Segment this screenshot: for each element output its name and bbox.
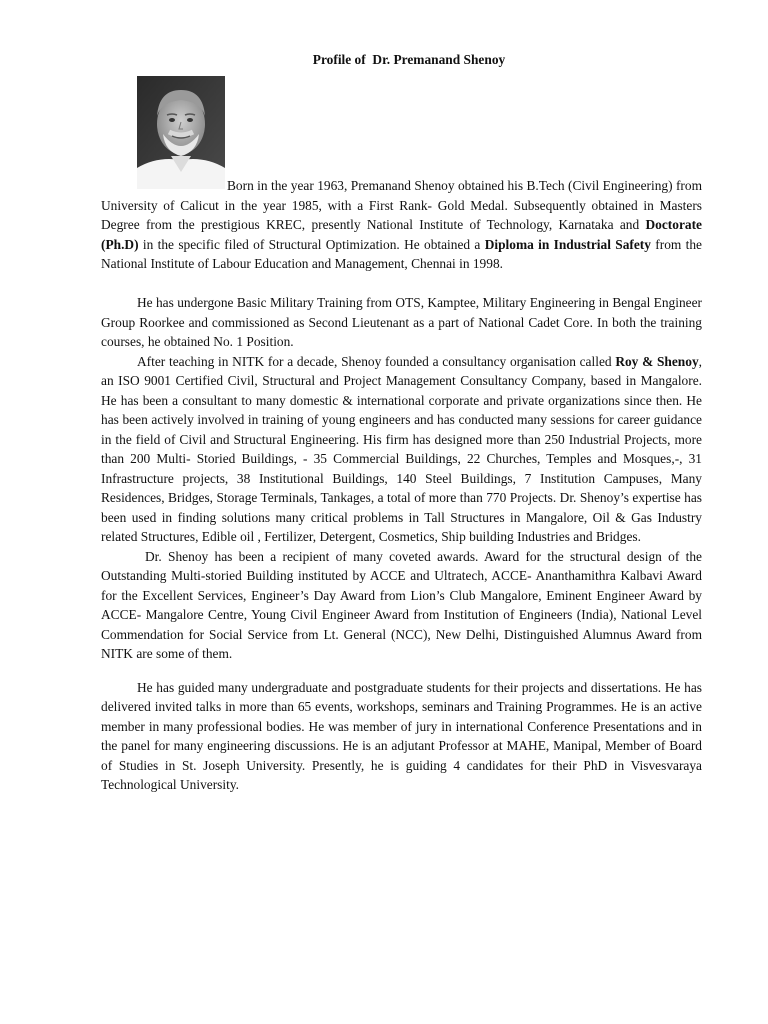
profile-body [101, 176, 702, 795]
paragraph-gap [101, 664, 702, 678]
portrait-photo [137, 76, 225, 189]
paragraph-guidance: He has guided many undergraduate and postgraduate students for their projects and dissertations. He has delivered invited talks in more than 65 events, workshops, seminars and Training Programmes. He is an active member in many professional bodies. He was member of jury in international Conference Presentations and in the panel for many engineering discussions. He is an adjutant Professor at MAHE, Manipal, Member of Board of Studies in St. Joseph University. Presently, he is guiding 4 candidates for their PhD in Visvesvaraya Technological University. [101, 679, 702, 792]
paragraph-education [101, 176, 702, 274]
paragraph-awards: Dr. Shenoy has been a recipient of many coveted awards. Award for the structural design of the Outstanding Multi-storied Building instituted by ACCE and Ultratech, ACCE- Ananthamithra Kalbavi Award for the Excellent Services, Engineer’s Day Award from Lion’s Club Mangalore, Eminent Engineer Award by ACCE- Mangalore Centre, Young Civil Engineer Award from Institution of Engineers (India), National Level Commendation for Social Service from Lt. General (NCC), New Delhi, Distinguished Alumnus Award from NITK are some of them. [101, 548, 702, 661]
text-span: Born in the year 1963, Premanand Shenoy obtained his B.Tech (Civil Engineering) from University of Calicut in the year 1985, with a First Rank- Gold Medal. Subsequently obtained in Masters Degree from the prestigious KREC, presently National Institute of Technology, Karnataka and [101, 178, 702, 232]
paragraph-consultancy [101, 352, 702, 547]
text-span: in the specific filed of Structural Optimization. He obtained a [138, 236, 485, 252]
bold-text-doctorate: Doctorate (Ph.D) [101, 217, 702, 252]
bold-text-diploma: Diploma in Industrial Safety [484, 236, 651, 252]
paragraph-military: He has undergone Basic Military Training from OTS, Kamptee, Military Engineering in Bengal Engineer Group Roorkee and commissioned as Second Lieutenant as a part of National Cadet Core. In both the training courses, he obtained No. 1 Position. [101, 295, 702, 349]
text-span: After teaching in NITK for a decade, Shenoy founded a consultancy organisation called [137, 353, 616, 369]
text-span: , an ISO 9001 Certified Civil, Structural and Project Management Consultancy Company, based in Mangalore. He has been a consultant to many domestic & international corporate and private organizations since then. He has been actively involved in training of young engineers and has conducted many sessions for career guidance in the field of Civil and Structural Engineering. His firm has designed more than 250 Industrial Projects, more than 200 Multi- Storied Buildings, - 35 Commercial Buildings, 22 Churches, Temples and Mosques,-, 31 Infrastructure projects, 38 Institutional Buildings, 140 Steel Buildings, 7 Institution Campuses, Many Residences, Bridges, Storage Terminals, Tankages, a total of more than 770 Projects. Dr. Shenoy’s expertise has been used in finding solutions many critical problems in Tall Structures in Mangalore, Oil & Gas Industry related Structures, Edible oil , Fertilizer, Detergent, Cosmetics, Ship building Industries and Bridges. [101, 353, 703, 544]
page-title: Profile of Dr. Premanand Shenoy [312, 52, 506, 67]
paragraph-gap [101, 274, 702, 294]
bold-text-company: Roy & Shenoy [615, 353, 699, 369]
text-span: from the National Institute of Labour Education and Management, Chennai in 1998. [101, 236, 702, 271]
